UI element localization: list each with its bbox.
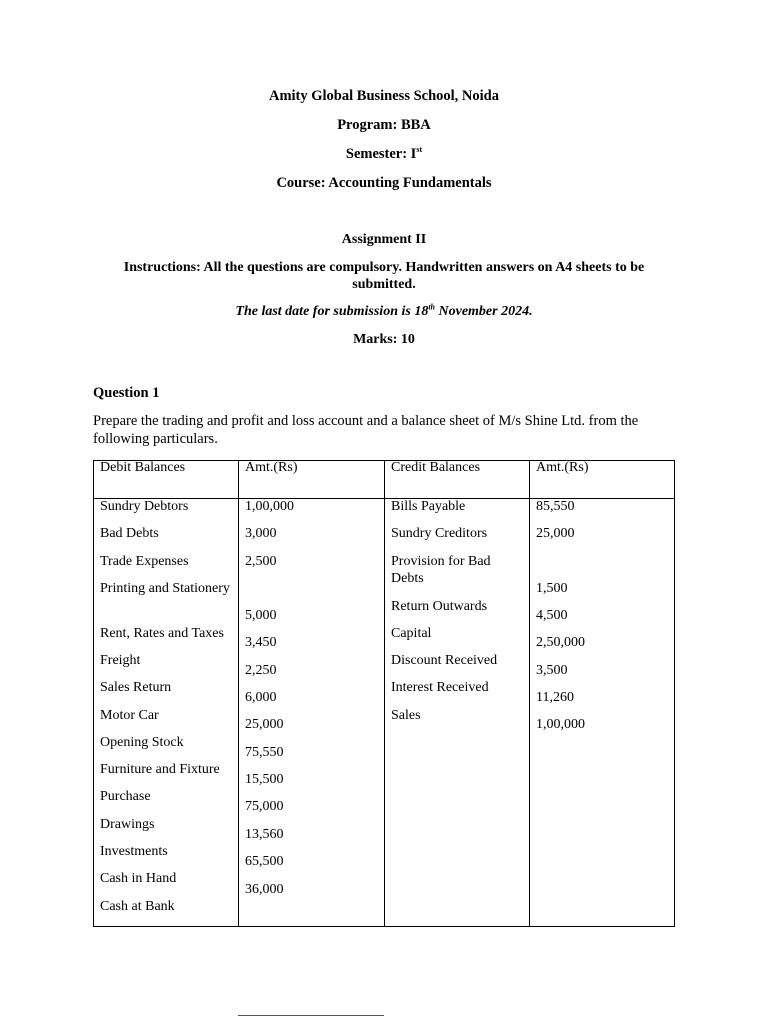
deadline-text: The last date for submission is 18	[235, 304, 429, 319]
debit-amount: 2,250	[245, 663, 277, 678]
credit-name: Bills Payable	[391, 499, 466, 514]
column-divider	[384, 461, 385, 926]
debit-name: Cash at Bank	[100, 899, 175, 914]
debit-name: Purchase	[100, 789, 151, 804]
question-text: Prepare the trading and profit and loss account and a balance sheet of M/s Shine Ltd. from the following particulars.	[93, 413, 639, 447]
debit-name: Printing and Stationery	[100, 581, 230, 596]
debit-amount: 2,500	[245, 554, 277, 569]
debit-amount: 65,500	[245, 854, 284, 869]
debit-name: Freight	[100, 653, 141, 668]
semester-superscript: st	[416, 145, 423, 155]
question-title: Question 1	[93, 385, 160, 401]
credit-amount: 11,260	[536, 690, 574, 705]
credit-name: Interest Received	[391, 680, 489, 695]
credit-name: Sundry Creditors	[391, 526, 488, 541]
column-divider	[238, 461, 239, 926]
debit-name: Rent, Rates and Taxes	[100, 626, 224, 641]
debit-name: Motor Car	[100, 708, 159, 723]
debit-name: Furniture and Fixture	[100, 762, 220, 777]
header-credit-amount: Amt.(Rs)	[536, 460, 589, 475]
debit-amount: 3,450	[245, 635, 277, 650]
assignment-title: Assignment II	[341, 232, 427, 247]
debit-amount: 15,500	[245, 772, 284, 787]
credit-amount: 85,550	[536, 499, 575, 514]
header-debit-amount: Amt.(Rs)	[245, 460, 298, 475]
debit-amount: 5,000	[245, 608, 277, 623]
debit-amount: 3,000	[245, 526, 277, 541]
debit-name: Bad Debts	[100, 526, 159, 541]
credit-name: Sales	[391, 708, 421, 723]
debit-name: Trade Expenses	[100, 554, 189, 569]
header-credit: Credit Balances	[391, 460, 481, 475]
semester-text: Semester: I	[345, 146, 417, 162]
credit-name: Discount Received	[391, 653, 498, 668]
header-debit: Debit Balances	[100, 460, 186, 475]
debit-name: Sundry Debtors	[100, 499, 189, 514]
course: Course: Accounting Fundamentals	[276, 175, 492, 191]
credit-amount: 25,000	[536, 526, 575, 541]
debit-amount: 6,000	[245, 690, 277, 705]
debit-name: Investments	[100, 844, 168, 859]
instructions-line-2: submitted.	[352, 277, 416, 292]
instructions-line-1: Instructions: All the questions are compulsory. Handwritten answers on A4 sheets to be	[123, 260, 645, 275]
debit-name: Opening Stock	[100, 735, 184, 750]
school-name: Amity Global Business School, Noida	[268, 88, 500, 104]
debit-name: Sales Return	[100, 680, 172, 695]
program: Program: BBA	[337, 117, 431, 133]
debit-name: Cash in Hand	[100, 871, 177, 886]
debit-amount: 1,00,000	[245, 499, 294, 514]
debit-amount: 13,560	[245, 827, 284, 842]
credit-name: Return Outwards	[391, 599, 488, 614]
debit-amount: 25,000	[245, 717, 284, 732]
deadline-suffix: November 2024.	[435, 304, 533, 319]
marks: Marks: 10	[353, 332, 415, 347]
balances-table	[93, 460, 675, 927]
column-divider	[529, 461, 530, 926]
credit-amount: 4,500	[536, 608, 568, 623]
credit-amount: 1,500	[536, 581, 568, 596]
debit-amount: 75,550	[245, 745, 284, 760]
debit-amount: 75,000	[245, 799, 284, 814]
deadline-superscript: th	[428, 302, 435, 312]
debit-amount: 36,000	[245, 882, 284, 897]
credit-amount: 2,50,000	[536, 635, 585, 650]
deadline	[0, 304, 768, 320]
credit-amount: 3,500	[536, 663, 568, 678]
debit-name: Drawings	[100, 817, 155, 832]
footer-rule	[238, 1015, 384, 1016]
credit-name: Capital	[391, 626, 432, 641]
credit-amount: 1,00,000	[536, 717, 585, 732]
credit-name: Provision for Bad Debts	[391, 554, 491, 586]
semester	[0, 146, 768, 163]
